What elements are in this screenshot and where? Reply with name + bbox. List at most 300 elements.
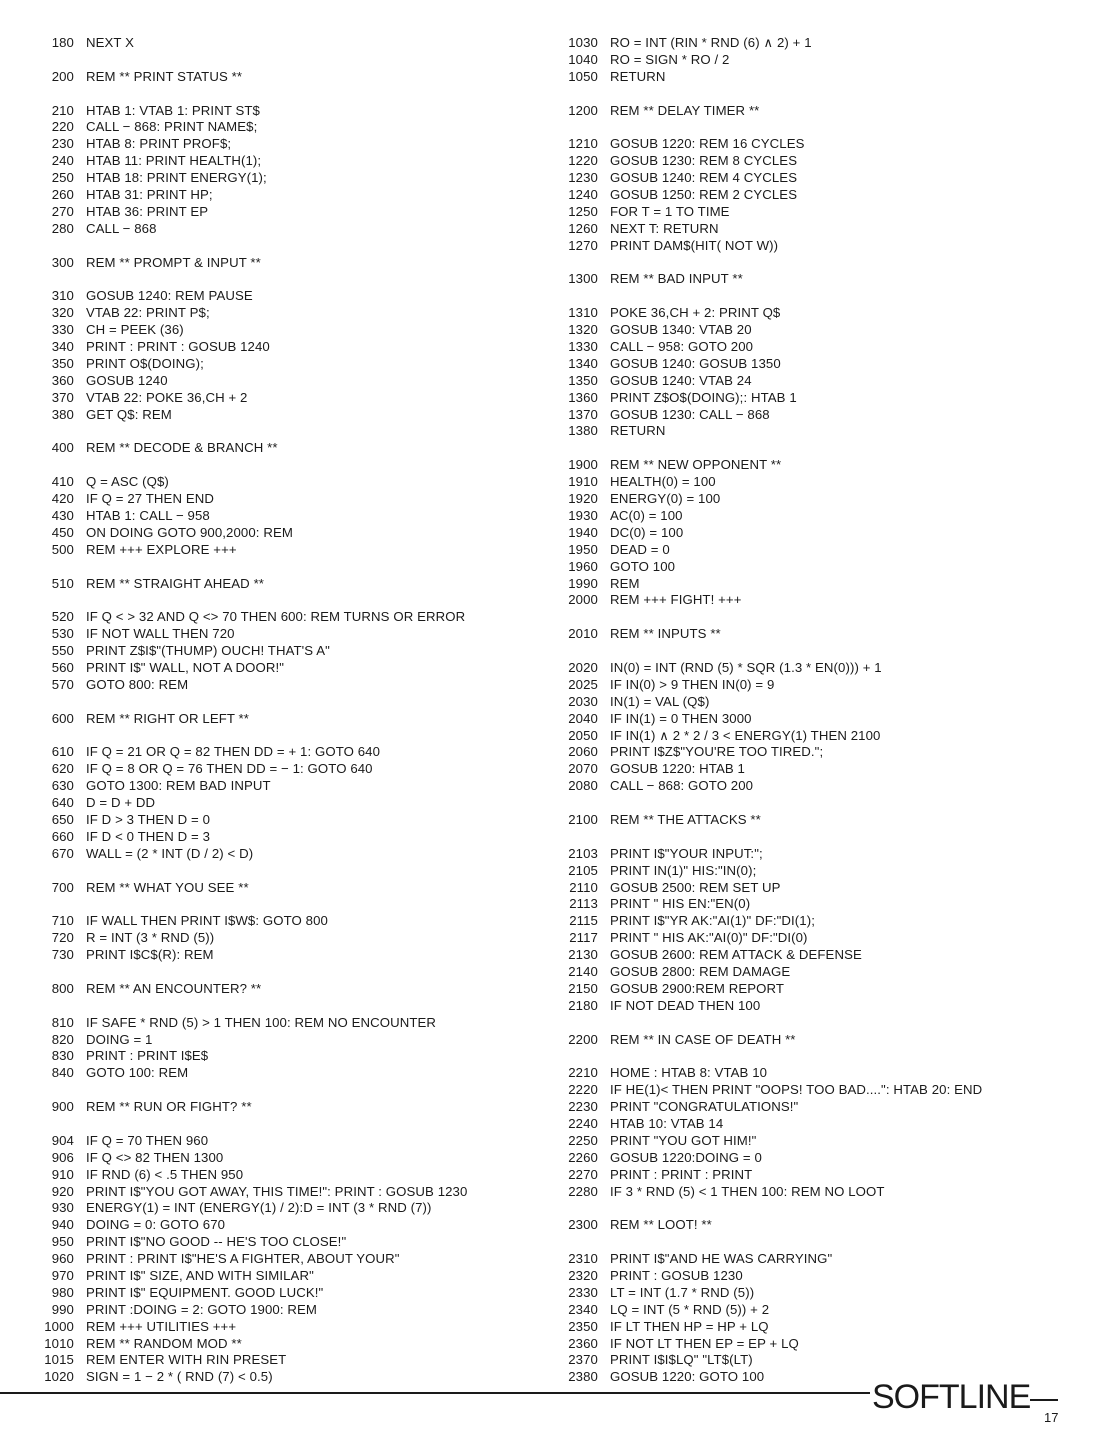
basic-statement: REM ** RANDOM MOD **: [86, 1335, 242, 1351]
code-line: [552, 170, 1092, 187]
code-line: [28, 1268, 548, 1285]
basic-statement: PRINT Z$O$(DOING);: HTAB 1: [610, 389, 797, 405]
code-line: [28, 1048, 548, 1065]
code-line: [552, 880, 1092, 897]
code-line: [28, 373, 548, 390]
line-number: 1050: [568, 68, 598, 84]
blank-line: [552, 255, 1092, 272]
code-line: [28, 1150, 548, 1167]
basic-statement: IF Q = 70 THEN 960: [86, 1132, 209, 1148]
basic-statement: PRINT IN(1)" HIS:"IN(0);: [610, 862, 757, 878]
line-number: 2340: [568, 1301, 598, 1317]
code-line: [28, 508, 548, 525]
code-line: [552, 1319, 1092, 1336]
line-number: 210: [51, 102, 74, 118]
basic-statement: PRINT I$" SIZE, AND WITH SIMILAR": [86, 1268, 314, 1284]
basic-statement: GOSUB 1240: REM 4 CYCLES: [610, 170, 798, 186]
blank-line: [28, 863, 548, 880]
blank-line: [552, 1200, 1092, 1217]
line-number: 300: [51, 254, 74, 270]
basic-statement: GOTO 100: [610, 558, 676, 574]
code-line: [28, 947, 548, 964]
code-line: [28, 390, 548, 407]
basic-statement: REM ** PROMPT & INPUT **: [86, 254, 261, 270]
basic-statement: IF LT THEN HP = HP + LQ: [610, 1318, 769, 1334]
basic-statement: PRINT Z$I$"(THUMP) OUCH! THAT'S A": [86, 643, 330, 659]
listing-left-column: [28, 35, 548, 1386]
code-line: [28, 525, 548, 542]
code-line: [552, 390, 1092, 407]
blank-line: [28, 86, 548, 103]
footer-rule: [0, 1392, 870, 1394]
code-line: [28, 930, 548, 947]
basic-statement: IF Q = 27 THEN END: [86, 491, 214, 507]
code-line: [28, 1251, 548, 1268]
basic-statement: ENERGY(0) = 100: [610, 491, 721, 507]
line-number: 2380: [568, 1369, 598, 1385]
basic-statement: CALL − 868: PRINT NAME$;: [86, 119, 258, 135]
basic-statement: REM ** NEW OPPONENT **: [610, 457, 782, 473]
code-line: [552, 947, 1092, 964]
blank-line: [552, 1048, 1092, 1065]
basic-statement: PRINT : PRINT : GOSUB 1240: [86, 339, 270, 355]
line-number: 2260: [568, 1149, 598, 1165]
line-number: 950: [51, 1234, 74, 1250]
line-number: 1010: [44, 1335, 74, 1351]
basic-statement: PRINT O$(DOING);: [86, 355, 204, 371]
code-line: [552, 153, 1092, 170]
line-number: 510: [51, 575, 74, 591]
basic-statement: PRINT I$"YR AK:"AI(1)" DF:"DI(1);: [610, 913, 815, 929]
blank-line: [552, 609, 1092, 626]
code-line: [552, 1251, 1092, 1268]
basic-statement: HTAB 1: CALL − 958: [86, 507, 210, 523]
basic-statement: HTAB 36: PRINT EP: [86, 203, 209, 219]
code-line: [28, 322, 548, 339]
line-number: 2050: [568, 727, 598, 743]
line-number: 980: [51, 1284, 74, 1300]
basic-statement: PRINT I$C$(R): REM: [86, 947, 214, 963]
code-line: [28, 170, 548, 187]
code-line: [552, 711, 1092, 728]
line-number: 1230: [568, 170, 598, 186]
code-line: [552, 1032, 1092, 1049]
code-line: [552, 559, 1092, 576]
basic-statement: IF IN(0) > 9 THEN IN(0) = 9: [610, 676, 775, 692]
code-line: [552, 221, 1092, 238]
basic-statement: PRINT "YOU GOT HIM!": [610, 1132, 757, 1148]
code-line: [552, 339, 1092, 356]
basic-statement: CALL − 868: [86, 220, 157, 236]
line-number: 2180: [568, 997, 598, 1013]
basic-statement: CALL − 958: GOTO 200: [610, 339, 754, 355]
basic-statement: D = D + DD: [86, 795, 156, 811]
line-number: 2270: [568, 1166, 598, 1182]
page-number: 17: [1044, 1410, 1059, 1425]
basic-statement: PRINT I$Z$"YOU'RE TOO TIRED.";: [610, 744, 824, 760]
code-line: [28, 913, 548, 930]
code-line: [552, 896, 1092, 913]
blank-line: [28, 423, 548, 440]
blank-line: [28, 728, 548, 745]
line-number: 1960: [568, 558, 598, 574]
line-number: 2115: [569, 913, 598, 929]
line-number: 370: [51, 389, 74, 405]
code-line: [28, 1336, 548, 1353]
basic-statement: IF 3 * RND (5) < 1 THEN 100: REM NO LOOT: [610, 1183, 885, 1199]
logo-underline: [1030, 1399, 1058, 1401]
code-line: [28, 609, 548, 626]
line-number: 2040: [568, 710, 598, 726]
basic-statement: WALL = (2 * INT (D / 2) < D): [86, 845, 254, 861]
line-number: 2113: [569, 896, 598, 912]
basic-statement: GOSUB 1240: REM PAUSE: [86, 288, 253, 304]
line-number: 450: [51, 524, 74, 540]
line-number: 730: [51, 947, 74, 963]
code-line: [552, 1217, 1092, 1234]
blank-line: [552, 1234, 1092, 1251]
code-line: [28, 187, 548, 204]
code-line: [552, 103, 1092, 120]
line-number: 1015: [44, 1352, 74, 1368]
basic-statement: GOSUB 1240: GOSUB 1350: [610, 355, 781, 371]
code-line: [28, 288, 548, 305]
line-number: 700: [51, 879, 74, 895]
line-number: 2280: [568, 1183, 598, 1199]
code-line: [552, 863, 1092, 880]
basic-statement: REM ** AN ENCOUNTER? **: [86, 980, 262, 996]
code-line: [28, 491, 548, 508]
line-number: 2310: [568, 1251, 598, 1267]
code-line: [28, 576, 548, 593]
line-number: 2060: [568, 744, 598, 760]
code-line: [552, 728, 1092, 745]
code-line: [28, 1133, 548, 1150]
basic-statement: IN(0) = INT (RND (5) * SQR (1.3 * EN(0))) + 1: [610, 659, 882, 675]
code-line: [552, 204, 1092, 221]
line-number: 400: [51, 440, 74, 456]
basic-statement: GOSUB 1240: [86, 372, 168, 388]
code-line: [552, 491, 1092, 508]
line-number: 240: [51, 153, 74, 169]
basic-statement: NEXT T: RETURN: [610, 220, 719, 236]
line-number: 2210: [568, 1065, 598, 1081]
code-line: [552, 474, 1092, 491]
basic-statement: GOSUB 2500: REM SET UP: [610, 879, 781, 895]
basic-statement: SIGN = 1 − 2 * ( RND (7) < 0.5): [86, 1369, 273, 1385]
code-line: [552, 592, 1092, 609]
code-line: [28, 356, 548, 373]
basic-statement: PRINT DAM$(HIT( NOT W)): [610, 237, 779, 253]
basic-statement: IF Q = 21 OR Q = 82 THEN DD = + 1: GOTO 640: [86, 744, 381, 760]
code-line: [28, 846, 548, 863]
code-line: [28, 1217, 548, 1234]
basic-statement: REM ** INPUTS **: [610, 626, 721, 642]
blank-line: [552, 829, 1092, 846]
line-number: 1020: [44, 1369, 74, 1385]
blank-line: [552, 119, 1092, 136]
line-number: 270: [51, 203, 74, 219]
line-number: 820: [51, 1031, 74, 1047]
basic-statement: IF SAFE * RND (5) > 1 THEN 100: REM NO ENCOUNTER: [86, 1014, 437, 1030]
code-line: [552, 1150, 1092, 1167]
line-number: 180: [51, 35, 74, 50]
basic-statement: DEAD = 0: [610, 541, 670, 557]
blank-line: [28, 964, 548, 981]
line-number: 230: [51, 136, 74, 152]
line-number: 1990: [568, 575, 598, 591]
code-line: [28, 153, 548, 170]
basic-statement: GOSUB 1220:DOING = 0: [610, 1149, 762, 1165]
line-number: 710: [51, 913, 74, 929]
blank-line: [28, 52, 548, 69]
blank-line: [28, 271, 548, 288]
basic-statement: IF IN(1) = 0 THEN 3000: [610, 710, 752, 726]
code-line: [552, 677, 1092, 694]
blank-line: [28, 592, 548, 609]
basic-statement: Q = ASC (Q$): [86, 474, 169, 490]
line-number: 600: [51, 710, 74, 726]
blank-line: [28, 457, 548, 474]
line-number: 970: [51, 1268, 74, 1284]
line-number: 420: [51, 491, 74, 507]
code-line: [28, 795, 548, 812]
code-line: [552, 1268, 1092, 1285]
line-number: 990: [51, 1301, 74, 1317]
basic-statement: IF Q = 8 OR Q = 76 THEN DD = − 1: GOTO 640: [86, 761, 373, 777]
line-number: 810: [51, 1014, 74, 1030]
basic-statement: GOSUB 1230: REM 8 CYCLES: [610, 153, 798, 169]
line-number: 2100: [568, 811, 598, 827]
basic-statement: IF NOT DEAD THEN 100: [610, 997, 761, 1013]
line-number: 906: [51, 1149, 74, 1165]
basic-statement: IF Q < > 32 AND Q <> 70 THEN 600: REM TURNS OR ERROR: [86, 609, 466, 625]
basic-statement: IF HE(1)< THEN PRINT "OOPS! TOO BAD....": HTAB 20: END: [610, 1082, 983, 1098]
line-number: 250: [51, 170, 74, 186]
basic-statement: PRINT : PRINT I$"HE'S A FIGHTER, ABOUT YOUR": [86, 1251, 400, 1267]
code-line: [28, 1285, 548, 1302]
line-number: 1900: [568, 457, 598, 473]
blank-line: [28, 694, 548, 711]
code-line: [552, 930, 1092, 947]
basic-statement: GOSUB 1230: CALL − 868: [610, 406, 770, 422]
basic-statement: REM: [610, 575, 640, 591]
line-number: 1030: [568, 35, 598, 50]
basic-statement: PRINT I$"NO GOOD -- HE'S TOO CLOSE!": [86, 1234, 347, 1250]
basic-statement: HOME : HTAB 8: VTAB 10: [610, 1065, 768, 1081]
line-number: 2080: [568, 778, 598, 794]
code-line: [552, 694, 1092, 711]
line-number: 2025: [568, 676, 598, 692]
code-line: [552, 998, 1092, 1015]
code-line: [28, 1099, 548, 1116]
basic-statement: HTAB 1: VTAB 1: PRINT ST$: [86, 102, 260, 118]
line-number: 410: [51, 474, 74, 490]
code-line: [552, 322, 1092, 339]
line-number: 560: [51, 659, 74, 675]
code-line: [28, 761, 548, 778]
code-line: [552, 576, 1092, 593]
line-number: 1360: [568, 389, 598, 405]
basic-statement: GET Q$: REM: [86, 406, 172, 422]
line-number: 900: [51, 1099, 74, 1115]
code-line: [28, 474, 548, 491]
basic-statement: GOSUB 1340: VTAB 20: [610, 322, 752, 338]
code-line: [552, 457, 1092, 474]
line-number: 200: [51, 68, 74, 84]
line-number: 310: [51, 288, 74, 304]
line-number: 1210: [568, 136, 598, 152]
basic-statement: PRINT : GOSUB 1230: [610, 1268, 743, 1284]
basic-statement: REM ** IN CASE OF DEATH **: [610, 1031, 796, 1047]
line-number: 2105: [568, 862, 598, 878]
code-line: [552, 35, 1092, 52]
code-line: [28, 812, 548, 829]
line-number: 800: [51, 980, 74, 996]
code-line: [552, 660, 1092, 677]
basic-statement: RETURN: [610, 68, 666, 84]
basic-statement: LT = INT (1.7 * RND (5)): [610, 1284, 755, 1300]
basic-statement: R = INT (3 * RND (5)): [86, 930, 215, 946]
code-line: [552, 626, 1092, 643]
code-line: [552, 913, 1092, 930]
line-number: 940: [51, 1217, 74, 1233]
basic-statement: PRINT I$"AND HE WAS CARRYING": [610, 1251, 833, 1267]
line-number: 2250: [568, 1132, 598, 1148]
line-number: 630: [51, 778, 74, 794]
line-number: 280: [51, 220, 74, 236]
line-number: 380: [51, 406, 74, 422]
basic-statement: PRINT I$"YOU GOT AWAY, THIS TIME!": PRINT : GOSUB 1230: [86, 1183, 468, 1199]
code-line: [552, 778, 1092, 795]
code-line: [552, 964, 1092, 981]
line-number: 1350: [568, 372, 598, 388]
line-number: 920: [51, 1183, 74, 1199]
code-line: [552, 812, 1092, 829]
blank-line: [28, 896, 548, 913]
basic-statement: HTAB 18: PRINT ENERGY(1);: [86, 170, 267, 186]
basic-statement: REM ** DELAY TIMER **: [610, 102, 760, 118]
line-number: 1040: [568, 51, 598, 67]
line-number: 840: [51, 1065, 74, 1081]
line-number: 910: [51, 1166, 74, 1182]
code-line: [28, 35, 548, 52]
line-number: 1300: [568, 271, 598, 287]
code-line: [552, 423, 1092, 440]
line-number: 2200: [568, 1031, 598, 1047]
basic-statement: ON DOING GOTO 900,2000: REM: [86, 524, 293, 540]
basic-statement: REM ** LOOT! **: [610, 1217, 712, 1233]
basic-statement: NEXT X: [86, 35, 134, 50]
line-number: 2150: [568, 980, 598, 996]
line-number: 2300: [568, 1217, 598, 1233]
line-number: 650: [51, 811, 74, 827]
blank-line: [552, 440, 1092, 457]
basic-statement: HTAB 8: PRINT PROF$;: [86, 136, 232, 152]
line-number: 2330: [568, 1284, 598, 1300]
code-line: [552, 761, 1092, 778]
line-number: 660: [51, 828, 74, 844]
basic-statement: IN(1) = VAL (Q$): [610, 693, 710, 709]
line-number: 2370: [568, 1352, 598, 1368]
code-line: [28, 69, 548, 86]
basic-statement: HTAB 11: PRINT HEALTH(1);: [86, 153, 262, 169]
line-number: 2360: [568, 1335, 598, 1351]
blank-line: [28, 559, 548, 576]
basic-statement: RO = INT (RIN * RND (6) ∧ 2) + 1: [610, 35, 812, 50]
basic-statement: REM +++ EXPLORE +++: [86, 541, 237, 557]
basic-statement: VTAB 22: PRINT P$;: [86, 305, 210, 321]
blank-line: [552, 643, 1092, 660]
code-line: [28, 407, 548, 424]
code-line: [28, 677, 548, 694]
line-number: 1200: [568, 102, 598, 118]
line-number: 2010: [568, 626, 598, 642]
line-number: 1310: [568, 305, 598, 321]
line-number: 1950: [568, 541, 598, 557]
code-line: [552, 238, 1092, 255]
basic-statement: DOING = 1: [86, 1031, 153, 1047]
basic-statement: IF IN(1) ∧ 2 * 2 / 3 < ENERGY(1) THEN 2100: [610, 727, 881, 743]
code-line: [28, 1352, 548, 1369]
line-number: 2103: [568, 845, 598, 861]
code-line: [28, 204, 548, 221]
code-line: [552, 981, 1092, 998]
code-line: [552, 187, 1092, 204]
line-number: 670: [51, 845, 74, 861]
code-line: [552, 542, 1092, 559]
code-line: [28, 255, 548, 272]
code-line: [28, 1369, 548, 1386]
line-number: 1920: [568, 491, 598, 507]
basic-statement: REM ** RIGHT OR LEFT **: [86, 710, 250, 726]
code-line: [28, 1167, 548, 1184]
line-number: 2320: [568, 1268, 598, 1284]
basic-statement: IF NOT LT THEN EP = EP + LQ: [610, 1335, 799, 1351]
line-number: 2030: [568, 693, 598, 709]
line-number: 1320: [568, 322, 598, 338]
line-number: 2240: [568, 1116, 598, 1131]
line-number: 1370: [568, 406, 598, 422]
basic-statement: PRINT I$" EQUIPMENT. GOOD LUCK!": [86, 1284, 324, 1300]
line-number: 550: [51, 643, 74, 659]
listing-right-column: [552, 35, 1092, 1386]
code-line: [552, 1065, 1092, 1082]
line-number: 640: [51, 795, 74, 811]
code-line: [552, 1352, 1092, 1369]
blank-line: [28, 238, 548, 255]
basic-statement: GOSUB 1250: REM 2 CYCLES: [610, 187, 798, 203]
line-number: 610: [51, 744, 74, 760]
line-number: 500: [51, 541, 74, 557]
line-number: 620: [51, 761, 74, 777]
code-line: [552, 407, 1092, 424]
line-number: 720: [51, 930, 74, 946]
basic-statement: VTAB 22: POKE 36,CH + 2: [86, 389, 248, 405]
basic-statement: GOSUB 1220: HTAB 1: [610, 761, 745, 777]
blank-line: [552, 86, 1092, 103]
code-line: [28, 1302, 548, 1319]
basic-statement: PRINT I$"YOUR INPUT:";: [610, 845, 763, 861]
code-line: [552, 508, 1092, 525]
softline-logo: SOFTLINE: [872, 1378, 1031, 1416]
blank-line: [552, 795, 1092, 812]
line-number: 1260: [568, 220, 598, 236]
code-line: [552, 1099, 1092, 1116]
basic-statement: GOSUB 2900:REM REPORT: [610, 980, 785, 996]
line-number: 2350: [568, 1318, 598, 1334]
code-line: [552, 525, 1092, 542]
